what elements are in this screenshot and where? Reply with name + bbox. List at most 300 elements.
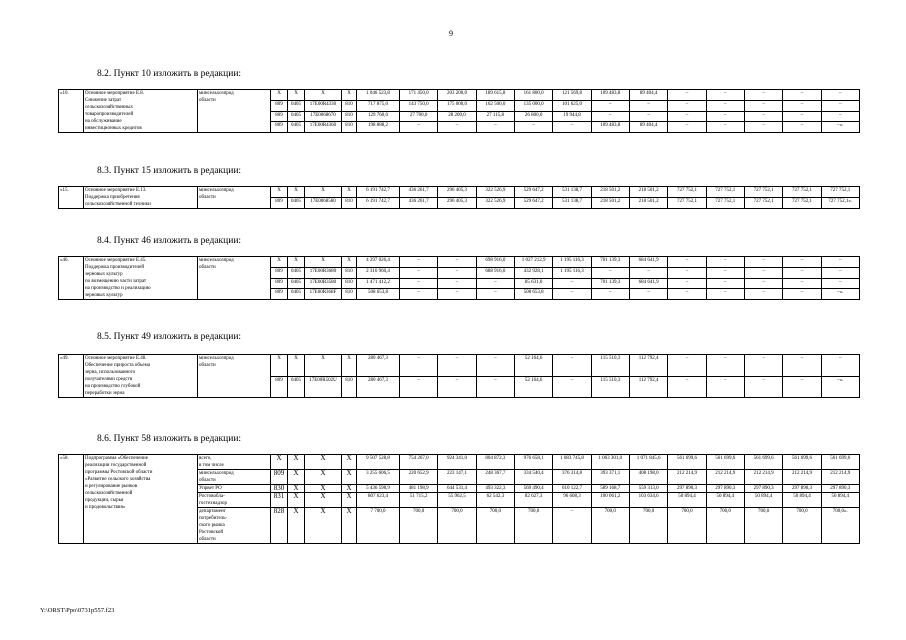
executor: минсельхозпрод области bbox=[198, 257, 271, 300]
year-value: – bbox=[783, 122, 821, 133]
year-value: 296 405,3 bbox=[438, 187, 476, 198]
year-value: – bbox=[438, 267, 476, 278]
table-row bbox=[59, 187, 860, 198]
year-value: 115 510,3 bbox=[591, 355, 629, 377]
year-value: 212 214,9 bbox=[706, 470, 744, 485]
item-name: Подпрограмма «Обеспечение реализации государственной программы Ростовской области «Развитие сельского хозяйства и регулирование рынков сельскохозяйственной продукции, сырья и продовольствия» bbox=[84, 455, 198, 544]
year-value: 727 752,1 bbox=[706, 198, 744, 209]
year-value: 436 261,7 bbox=[400, 187, 438, 198]
item-number: «15. bbox=[59, 187, 84, 209]
program-table bbox=[58, 354, 860, 398]
program-table bbox=[58, 454, 860, 544]
target-article: Х bbox=[305, 257, 342, 268]
year-value: – bbox=[783, 278, 821, 289]
year-value: – bbox=[476, 122, 514, 133]
year-value: 297 890,3 bbox=[706, 485, 744, 493]
year-value: – bbox=[706, 355, 744, 377]
total-value: 9 507 528,8 bbox=[357, 455, 400, 470]
section-heading: 8.6. Пункт 58 изложить в редакции: bbox=[97, 434, 242, 444]
year-value: 223 147,1 bbox=[438, 470, 476, 485]
year-value: – bbox=[744, 100, 782, 111]
year-value: – bbox=[553, 278, 591, 289]
grbs-code: 809 bbox=[271, 100, 288, 111]
item-name: Основное мероприятие Е.48. Обеспечение прироста объема зерна, использованного получателями средств на производство глубокой переработки зерна bbox=[84, 355, 198, 398]
year-value: 161 800,0 bbox=[514, 90, 552, 101]
year-value: – bbox=[591, 111, 629, 122]
expense-type: Х bbox=[342, 493, 357, 508]
grbs-code: 809 bbox=[271, 278, 288, 289]
year-value: 700,0 bbox=[706, 508, 744, 544]
year-value: – bbox=[438, 278, 476, 289]
year-value: 28 200,0 bbox=[438, 111, 476, 122]
year-value: 189 615,8 bbox=[476, 90, 514, 101]
year-value: 561 699,6 bbox=[783, 455, 821, 470]
year-value: 700,0 bbox=[514, 508, 552, 544]
year-value: – bbox=[668, 257, 706, 268]
program-table bbox=[58, 186, 860, 209]
total-value: 5 436 598,9 bbox=[357, 485, 400, 493]
year-value: – bbox=[438, 355, 476, 377]
year-value: 212 214,9 bbox=[668, 470, 706, 485]
year-value: 684 641,9 bbox=[629, 278, 667, 289]
year-value: 976 658,1 bbox=[514, 455, 552, 470]
year-value: – bbox=[668, 278, 706, 289]
year-value: – bbox=[706, 267, 744, 278]
year-value: – bbox=[629, 267, 667, 278]
expense-type: Х bbox=[342, 508, 357, 544]
year-value: 203 200,0 bbox=[438, 90, 476, 101]
year-value: 220 652,9 bbox=[400, 470, 438, 485]
expense-type: 810 bbox=[342, 198, 357, 209]
executor: Ростовобла- гостехнадзор bbox=[198, 493, 271, 508]
year-value: – bbox=[821, 278, 859, 289]
year-value: 121 569,8 bbox=[553, 90, 591, 101]
year-value: – bbox=[821, 90, 859, 101]
section-code: 0405 bbox=[288, 267, 305, 278]
year-value: – bbox=[668, 100, 706, 111]
year-value: – bbox=[706, 90, 744, 101]
year-value: 52 164,6 bbox=[514, 355, 552, 377]
year-value: 688 916,0 bbox=[476, 267, 514, 278]
item-number: «46. bbox=[59, 257, 84, 300]
year-value: 115 510,3 bbox=[591, 376, 629, 398]
grbs-code: 809 bbox=[271, 289, 288, 300]
year-value: 100 061,2 bbox=[591, 493, 629, 508]
year-value: 727 752,1 bbox=[744, 187, 782, 198]
year-value: – bbox=[553, 122, 591, 133]
year-value: 175 000,0 bbox=[438, 100, 476, 111]
section-code: Х bbox=[288, 257, 305, 268]
year-value: –». bbox=[821, 289, 859, 300]
target-article: Х bbox=[305, 485, 342, 493]
year-value: – bbox=[783, 90, 821, 101]
section-code: 0405 bbox=[288, 198, 305, 209]
section-code: 0405 bbox=[288, 122, 305, 133]
total-value: 280 467,3 bbox=[357, 355, 400, 377]
year-value: 27 700,0 bbox=[400, 111, 438, 122]
year-value: 408 198,0 bbox=[629, 470, 667, 485]
section-code: 0405 bbox=[288, 111, 305, 122]
year-value: – bbox=[706, 122, 744, 133]
year-value: 50 894,4 bbox=[744, 493, 782, 508]
section-code: Х bbox=[288, 508, 305, 544]
year-value: 727 752,1 bbox=[668, 187, 706, 198]
year-value: – bbox=[706, 257, 744, 268]
year-value: 508 653,8 bbox=[514, 289, 552, 300]
total-value: 4 297 026,4 bbox=[357, 257, 400, 268]
year-value: – bbox=[744, 90, 782, 101]
year-value: 212 214,9 bbox=[783, 470, 821, 485]
year-value: – bbox=[744, 267, 782, 278]
target-article: 17Е00R3580 bbox=[305, 278, 342, 289]
year-value: – bbox=[668, 267, 706, 278]
year-value: 103 634,6 bbox=[629, 493, 667, 508]
executor: минсельхозпрод области bbox=[198, 470, 271, 485]
year-value: 700,0 bbox=[438, 508, 476, 544]
year-value: 432 928,1 bbox=[514, 267, 552, 278]
target-article: 17Е0068580 bbox=[305, 198, 342, 209]
grbs-code: Х bbox=[271, 90, 288, 101]
year-value: – bbox=[744, 376, 782, 398]
executor: всего, в том числе bbox=[198, 455, 271, 470]
expense-type: Х bbox=[342, 470, 357, 485]
total-value: 6 191 742,7 bbox=[357, 198, 400, 209]
grbs-code: 809 bbox=[271, 111, 288, 122]
section-code: Х bbox=[288, 493, 305, 508]
year-value: – bbox=[706, 278, 744, 289]
year-value: – bbox=[438, 289, 476, 300]
total-value: 508 653,8 bbox=[357, 289, 400, 300]
executor: минсельхозпрод области bbox=[198, 355, 271, 398]
year-value: 334 540,4 bbox=[514, 470, 552, 485]
year-value: – bbox=[783, 111, 821, 122]
year-value: 804 872,3 bbox=[476, 455, 514, 470]
year-value: 89 404,4 bbox=[629, 90, 667, 101]
target-article: 17Е00R368F bbox=[305, 289, 342, 300]
year-value: 248 367,7 bbox=[476, 470, 514, 485]
year-value: – bbox=[668, 90, 706, 101]
section-code: Х bbox=[288, 470, 305, 485]
year-value: 376 314,8 bbox=[553, 470, 591, 485]
year-value: 700,0 bbox=[591, 508, 629, 544]
year-value: – bbox=[476, 289, 514, 300]
year-value: 481 198,9 bbox=[400, 485, 438, 493]
item-name: Основное мероприятие Е.8. Снижение затрат сельскохозяйственных товаропроизводителей на обслуживание инвестиционных кредитов bbox=[84, 90, 198, 133]
target-article: 17Е00R502U bbox=[305, 376, 342, 398]
year-value: – bbox=[553, 376, 591, 398]
year-value: – bbox=[744, 355, 782, 377]
year-value: – bbox=[668, 111, 706, 122]
year-value: – bbox=[629, 111, 667, 122]
year-value: 212 214,9 bbox=[821, 470, 859, 485]
section-code: Х bbox=[288, 355, 305, 377]
table-row bbox=[59, 90, 860, 101]
year-value: – bbox=[400, 355, 438, 377]
item-number: «10. bbox=[59, 90, 84, 133]
section-heading: 8.3. Пункт 15 изложить в редакции: bbox=[97, 166, 242, 176]
year-value: 561 699,6 bbox=[706, 455, 744, 470]
year-value: 171 450,0 bbox=[400, 90, 438, 101]
year-value: 109 483,8 bbox=[591, 122, 629, 133]
year-value: 112 792,4 bbox=[629, 355, 667, 377]
year-value: 52 164,6 bbox=[514, 376, 552, 398]
expense-type: Х bbox=[342, 355, 357, 377]
target-article: Х bbox=[305, 455, 342, 470]
target-article: Х bbox=[305, 187, 342, 198]
year-value: 727 752,1 bbox=[706, 187, 744, 198]
year-value: – bbox=[668, 289, 706, 300]
year-value: 218 501,2 bbox=[591, 198, 629, 209]
expense-type: Х bbox=[342, 90, 357, 101]
expense-type: 810 bbox=[342, 267, 357, 278]
year-value: – bbox=[783, 289, 821, 300]
year-value: 1 195 116,3 bbox=[553, 267, 591, 278]
target-article: Х bbox=[305, 90, 342, 101]
year-value: 727 752,1». bbox=[821, 198, 859, 209]
year-value: 700,0 bbox=[744, 508, 782, 544]
grbs-code: Х bbox=[271, 455, 288, 470]
year-value: 1 063 301,0 bbox=[591, 455, 629, 470]
year-value: – bbox=[821, 100, 859, 111]
total-value: 1 046 523,8 bbox=[357, 90, 400, 101]
year-value: – bbox=[400, 122, 438, 133]
year-value: 50 894,4 bbox=[668, 493, 706, 508]
year-value: – bbox=[744, 289, 782, 300]
year-value: 55 962,5 bbox=[438, 493, 476, 508]
section-heading: 8.2. Пункт 10 изложить в редакции: bbox=[97, 69, 242, 79]
year-value: 393 371,1 bbox=[591, 470, 629, 485]
year-value: 322 526,9 bbox=[476, 198, 514, 209]
section-code: 0405 bbox=[288, 376, 305, 398]
year-value: 531 138,7 bbox=[553, 187, 591, 198]
year-value: 296 405,3 bbox=[438, 198, 476, 209]
item-number: «58. bbox=[59, 455, 84, 544]
year-value: 698 916,0 bbox=[476, 257, 514, 268]
year-value: 701 139,3 bbox=[591, 278, 629, 289]
year-value: 436 261,7 bbox=[400, 198, 438, 209]
total-value: 280 467,3 bbox=[357, 376, 400, 398]
year-value: 559 313,0 bbox=[629, 485, 667, 493]
executor: Упрвет РО bbox=[198, 485, 271, 493]
grbs-code: 831 bbox=[271, 493, 288, 508]
year-value: 531 138,7 bbox=[553, 198, 591, 209]
year-value: 754 267,0 bbox=[400, 455, 438, 470]
expense-type: 810 bbox=[342, 100, 357, 111]
target-article: 17Е00R4360 bbox=[305, 122, 342, 133]
section-code: Х bbox=[288, 455, 305, 470]
total-value: 2 316 960,4 bbox=[357, 267, 400, 278]
year-value: – bbox=[591, 289, 629, 300]
total-value: 198 888,2 bbox=[357, 122, 400, 133]
year-value: 50 894,4 bbox=[706, 493, 744, 508]
year-value: 700,0». bbox=[821, 508, 859, 544]
year-value: 162 500,0 bbox=[476, 100, 514, 111]
grbs-code: 830 bbox=[271, 485, 288, 493]
year-value: – bbox=[438, 257, 476, 268]
year-value: – bbox=[783, 376, 821, 398]
year-value: – bbox=[668, 376, 706, 398]
grbs-code: 809 bbox=[271, 267, 288, 278]
expense-type: Х bbox=[342, 485, 357, 493]
year-value: – bbox=[821, 257, 859, 268]
year-value: 19 944,8 bbox=[553, 111, 591, 122]
expense-type: 810 bbox=[342, 278, 357, 289]
year-value: – bbox=[400, 257, 438, 268]
year-value: 1 083 745,8 bbox=[553, 455, 591, 470]
year-value: – bbox=[783, 355, 821, 377]
year-value: – bbox=[553, 289, 591, 300]
year-value: 1 027 212,9 bbox=[514, 257, 552, 268]
grbs-code: 828 bbox=[271, 508, 288, 544]
section-code: 0405 bbox=[288, 100, 305, 111]
year-value: 62 542,3 bbox=[476, 493, 514, 508]
year-value: 322 526,9 bbox=[476, 187, 514, 198]
year-value: 700,0 bbox=[400, 508, 438, 544]
year-value: 727 752,1 bbox=[668, 198, 706, 209]
grbs-code: Х bbox=[271, 257, 288, 268]
year-value: – bbox=[668, 122, 706, 133]
year-value: 700,0 bbox=[783, 508, 821, 544]
year-value: 218 501,2 bbox=[629, 187, 667, 198]
table-row bbox=[59, 257, 860, 268]
year-value: 529 647,2 bbox=[514, 187, 552, 198]
year-value: 96 608,3 bbox=[553, 493, 591, 508]
year-value: – bbox=[706, 100, 744, 111]
year-value: – bbox=[706, 289, 744, 300]
year-value: 297 890,3 bbox=[783, 485, 821, 493]
section-code: 0405 bbox=[288, 289, 305, 300]
year-value: – bbox=[476, 355, 514, 377]
target-article: Х bbox=[305, 470, 342, 485]
year-value: 212 214,9 bbox=[744, 470, 782, 485]
year-value: 924 341,0 bbox=[438, 455, 476, 470]
year-value: – bbox=[591, 100, 629, 111]
total-value: 717 875,0 bbox=[357, 100, 400, 111]
year-value: 701 139,3 bbox=[591, 257, 629, 268]
year-value: – bbox=[744, 111, 782, 122]
year-value: – bbox=[821, 111, 859, 122]
year-value: – bbox=[744, 278, 782, 289]
program-table bbox=[58, 89, 860, 133]
year-value: – bbox=[744, 122, 782, 133]
executor: минсельхозпрод области bbox=[198, 187, 271, 209]
year-value: 89 404,4 bbox=[629, 122, 667, 133]
year-value: 218 501,2 bbox=[629, 198, 667, 209]
year-value: 218 501,2 bbox=[591, 187, 629, 198]
expense-type: Х bbox=[342, 187, 357, 198]
year-value: 727 752,1 bbox=[783, 187, 821, 198]
year-value: 51 715,2 bbox=[400, 493, 438, 508]
file-path-footer: Y:\ORST\Ppo\0731p557.f23 bbox=[40, 607, 115, 614]
year-value: 26 800,0 bbox=[514, 111, 552, 122]
program-table bbox=[58, 256, 860, 300]
executor: минсельхозпрод области bbox=[198, 90, 271, 133]
page-number: 9 bbox=[449, 29, 453, 38]
item-number: «49. bbox=[59, 355, 84, 398]
year-value: – bbox=[553, 355, 591, 377]
year-value: 727 752,1 bbox=[744, 198, 782, 209]
expense-type: Х bbox=[342, 257, 357, 268]
grbs-code: 809 bbox=[271, 376, 288, 398]
year-value: – bbox=[744, 257, 782, 268]
expense-type: 810 bbox=[342, 289, 357, 300]
year-value: – bbox=[821, 355, 859, 377]
year-value: – bbox=[783, 267, 821, 278]
year-value: 297 890,3 bbox=[744, 485, 782, 493]
year-value: 700,0 bbox=[629, 508, 667, 544]
year-value: 297 890,3 bbox=[668, 485, 706, 493]
year-value: – bbox=[783, 100, 821, 111]
year-value: 561 699,6 bbox=[821, 455, 859, 470]
year-value: – bbox=[400, 289, 438, 300]
year-value: – bbox=[783, 257, 821, 268]
item-name: Основное мероприятие Е.45. Поддержка производителей зерновых культур по возмещению части затрат на производство и реализацию зерновых культур bbox=[84, 257, 198, 300]
year-value: 727 752,1 bbox=[821, 187, 859, 198]
year-value: 493 322,3 bbox=[476, 485, 514, 493]
year-value: 569 490,4 bbox=[514, 485, 552, 493]
expense-type: 810 bbox=[342, 122, 357, 133]
year-value: 27 115,8 bbox=[476, 111, 514, 122]
year-value: 684 641,9 bbox=[629, 257, 667, 268]
year-value: –». bbox=[821, 376, 859, 398]
target-article: Х bbox=[305, 508, 342, 544]
target-article: Х bbox=[305, 493, 342, 508]
year-value: – bbox=[668, 355, 706, 377]
year-value: – bbox=[821, 267, 859, 278]
year-value: 135 000,0 bbox=[514, 100, 552, 111]
section-code: Х bbox=[288, 90, 305, 101]
year-value: – bbox=[591, 267, 629, 278]
total-value: 7 700,0 bbox=[357, 508, 400, 544]
year-value: 561 699,6 bbox=[744, 455, 782, 470]
total-value: 3 255 606,5 bbox=[357, 470, 400, 485]
grbs-code: 809 bbox=[271, 470, 288, 485]
table-row bbox=[59, 355, 860, 377]
year-value: 561 699,6 bbox=[668, 455, 706, 470]
year-value: 700,0 bbox=[668, 508, 706, 544]
grbs-code: Х bbox=[271, 355, 288, 377]
year-value: 82 627,3 bbox=[514, 493, 552, 508]
total-value: 1 471 412,2 bbox=[357, 278, 400, 289]
table-row bbox=[59, 455, 860, 470]
expense-type: 810 bbox=[342, 111, 357, 122]
year-value: 297 890,3 bbox=[821, 485, 859, 493]
year-value: 700,0 bbox=[476, 508, 514, 544]
grbs-code: 809 bbox=[271, 122, 288, 133]
year-value: – bbox=[629, 289, 667, 300]
year-value: – bbox=[476, 278, 514, 289]
executor: департамент потребитель- ского рынка Ростовской области bbox=[198, 508, 271, 544]
section-code: 0405 bbox=[288, 278, 305, 289]
year-value: 610 122,7 bbox=[553, 485, 591, 493]
year-value: 109 483,8 bbox=[591, 90, 629, 101]
year-value: – bbox=[629, 100, 667, 111]
year-value: 143 750,0 bbox=[400, 100, 438, 111]
item-name: Основное мероприятие Е.13. Поддержка приобретения сельскохозяйственной техники bbox=[84, 187, 198, 209]
year-value: – bbox=[400, 278, 438, 289]
year-value: 727 752,1 bbox=[783, 198, 821, 209]
total-value: 6 191 742,7 bbox=[357, 187, 400, 198]
year-value: 1 195 116,3 bbox=[553, 257, 591, 268]
total-value: 129 760,0 bbox=[357, 111, 400, 122]
section-heading: 8.4. Пункт 46 изложить в редакции: bbox=[97, 236, 242, 246]
year-value: 1 071 845,6 bbox=[629, 455, 667, 470]
target-article: Х bbox=[305, 355, 342, 377]
year-value: 112 792,4 bbox=[629, 376, 667, 398]
year-value: – bbox=[706, 376, 744, 398]
year-value: – bbox=[553, 508, 591, 544]
year-value: 85 631,0 bbox=[514, 278, 552, 289]
